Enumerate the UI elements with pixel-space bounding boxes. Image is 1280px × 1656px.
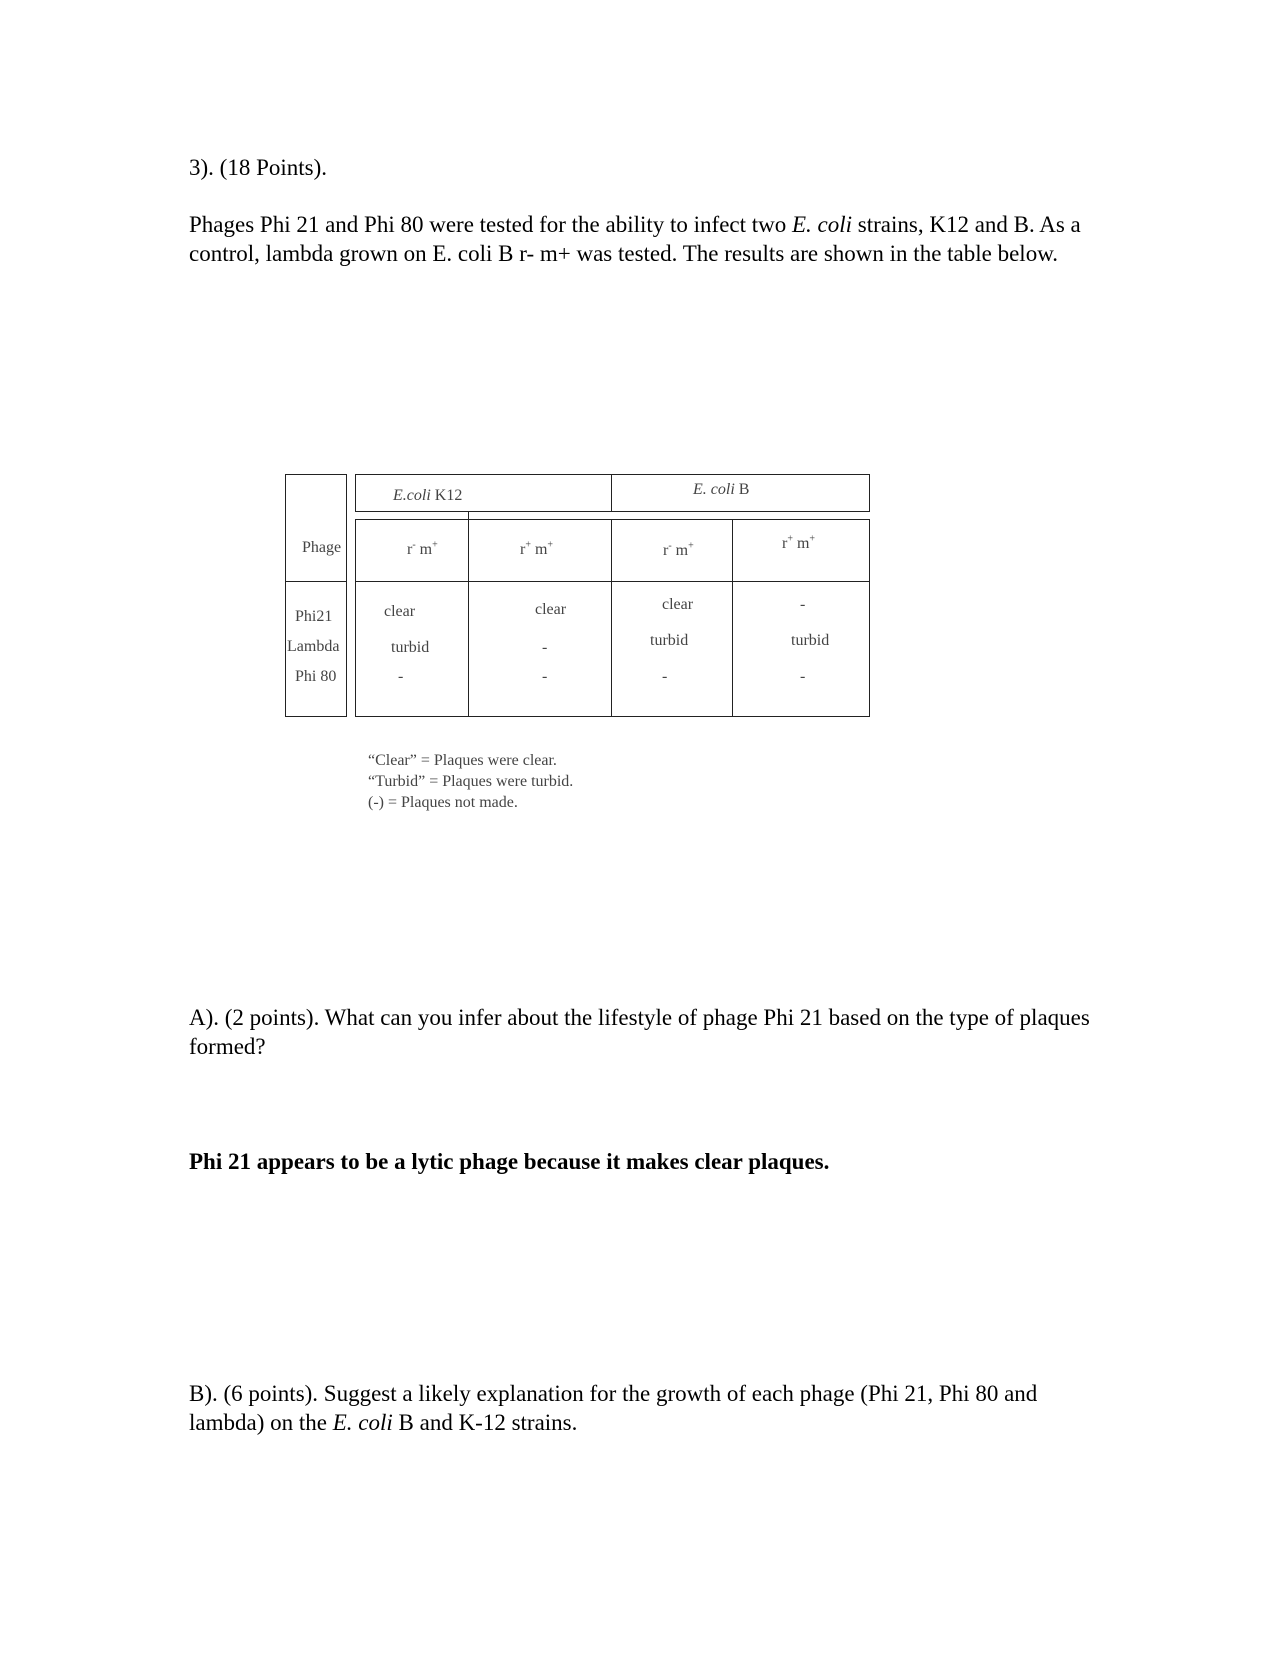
col-divider-1 — [468, 512, 469, 717]
part-a-answer: Phi 21 appears to be a lytic phage because it makes clear plaques. — [189, 1149, 830, 1174]
cell-phi80-b-rplus: - — [800, 668, 806, 685]
cell-phi21-k12-rminus: clear — [384, 603, 416, 620]
row-label-lambda: Lambda — [287, 638, 340, 655]
header-divider — [355, 581, 870, 582]
col-divider-2 — [611, 519, 612, 717]
part-b-text-1: B). (6 points). Suggest a likely explanation for the growth of each phage (Phi 21, Phi 80 and lambda) on the — [189, 1381, 1038, 1435]
intro-text-1: Phages Phi 21 and Phi 80 were tested for the ability to infect two — [189, 212, 792, 237]
question-heading: 3). (18 Points). — [189, 155, 327, 180]
part-b-text-2: B and K-12 strains. — [392, 1410, 578, 1435]
cell-phi80-k12-rplus: - — [542, 668, 548, 685]
intro-text-2: strains, K12 and B. As a control, lambda grown on E. coli B r- m+ was tested. The results are shown in the table below. — [189, 212, 1081, 266]
col-divider-3 — [732, 519, 733, 717]
cell-lambda-b-rplus: turbid — [791, 632, 830, 649]
row-label-phi21: Phi21 — [295, 608, 333, 625]
row-label-phi80: Phi 80 — [295, 668, 337, 685]
phage-column-header: Phage — [302, 539, 342, 556]
cell-lambda-k12-rminus: turbid — [391, 639, 430, 656]
question-intro — [189, 210, 1094, 268]
cell-phi21-k12-rplus: clear — [535, 601, 567, 618]
group-header-k12: E.coli K12 — [393, 487, 463, 504]
table-legend — [368, 750, 573, 813]
part-b-question — [189, 1379, 1094, 1437]
legend-turbid: “Turbid” = Plaques were turbid. — [368, 773, 574, 790]
col-header-k12-rplus: r+ m+ — [520, 539, 554, 558]
cell-lambda-b-rminus: turbid — [650, 632, 689, 649]
cell-phi21-b-rplus: - — [800, 596, 806, 613]
cell-lambda-k12-rplus: - — [542, 639, 548, 656]
group-header-b: E. coli B — [693, 481, 750, 498]
cell-phi21-b-rminus: clear — [662, 596, 694, 613]
col-header-b-rminus: r- m+ — [663, 540, 694, 559]
col-header-k12-rminus: r- m+ — [407, 539, 438, 558]
col-header-b-rplus: r+ m+ — [782, 533, 816, 552]
legend-none: (-) = Plaques not made. — [368, 794, 518, 811]
results-table-figure — [285, 474, 870, 820]
phage-header-divider — [285, 581, 347, 582]
cell-phi80-k12-rminus: - — [398, 668, 404, 685]
part-a-question: A). (2 points). What can you infer about the lifestyle of phage Phi 21 based on the type of plaques formed? — [189, 1005, 1090, 1059]
intro-species: E. coli — [792, 212, 853, 237]
legend-clear: “Clear” = Plaques were clear. — [368, 752, 557, 769]
cell-phi80-b-rminus: - — [662, 668, 668, 685]
part-b-species: E. coli — [332, 1410, 393, 1435]
